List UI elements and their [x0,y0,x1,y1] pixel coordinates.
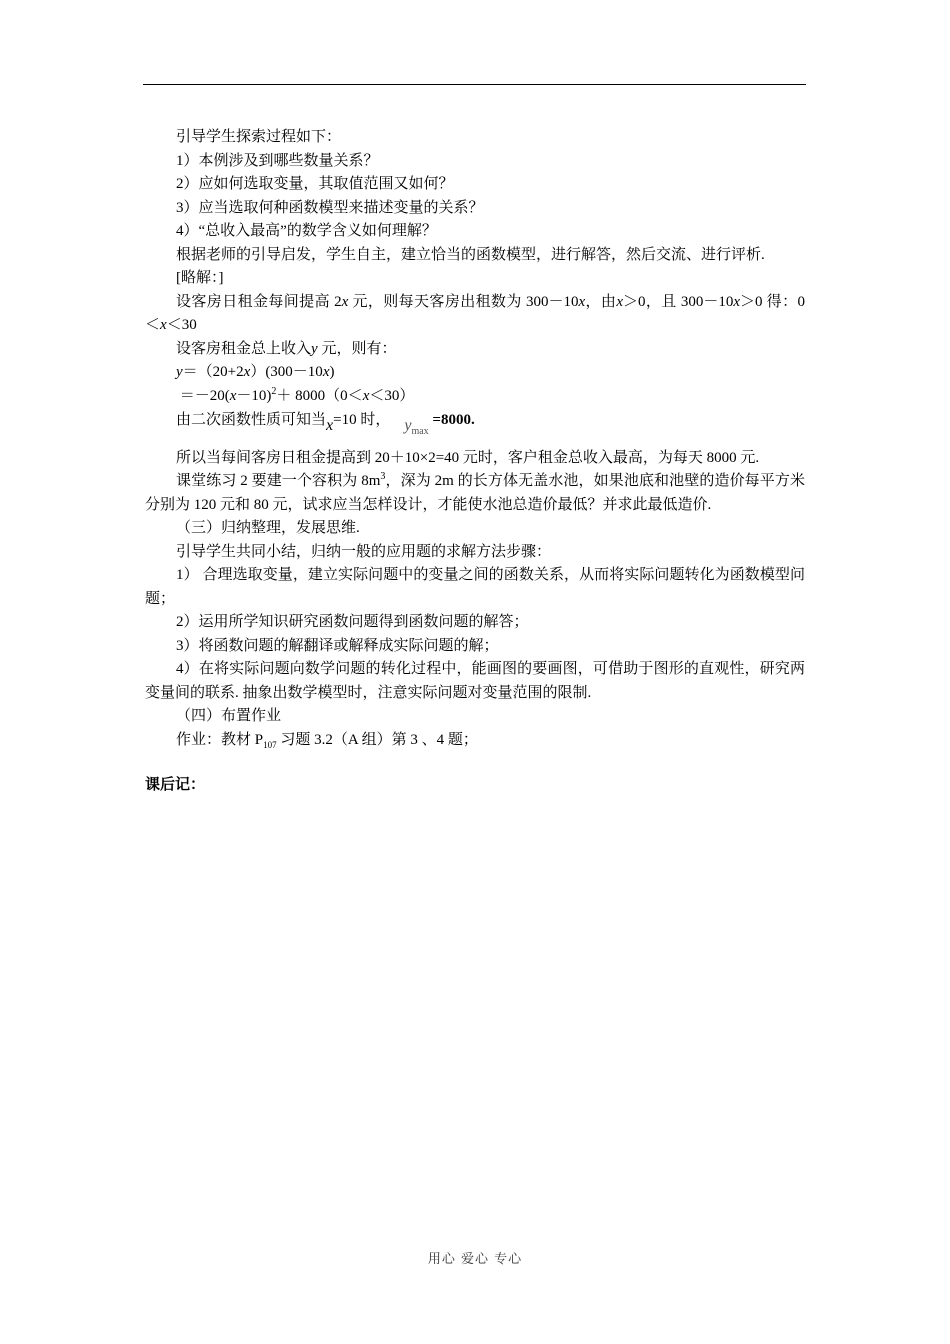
section-heading: （三）归纳整理，发展思维. [176,520,360,536]
after-class-notes-label: 课后记： [145,777,206,793]
document-body [145,126,805,798]
paragraph: 设客房日租金每间提高 2x 元，则每天客房出租数为 300－10x，由x＞0，且 300－10x＞0 得：0＜x＜30 [145,293,805,333]
list-item: 1） 合理选取变量，建立实际问题中的变量之间的函数关系，从而将实际问题转化为函数模型问题； [145,567,805,607]
exercise-paragraph: 课堂练习 2 要建一个容积为 $8m^3$，深为 2m 的长方体无盖水池，如果池底和池壁的造价每平方米分别为 120 元和 80 元，试求应当怎样设计，才能使水池总造价最低？并求此最低造价. [145,471,805,513]
list-item: 2）运用所学知识研究函数问题得到函数问题的解答； [176,614,529,630]
paragraph: 所以当每间客房日租金提高到 20＋10×2=40 元时，客户租金总收入最高，为每天 8000 元. [176,449,760,466]
y-max-symbol: $y_{max}$ [404,417,429,438]
header-rule [143,84,806,85]
paragraph: 引导学生共同小结，归纳一般的应用题的求解方法步骤： [176,543,552,560]
list-item: 4）在将实际问题向数学问题的转化过程中，能画图的要画图，可借助于图形的直观性，研究两变量间的联系. 抽象出数学模型时，注意实际问题对变量范围的限制. [145,661,805,701]
paragraph: [略解：] [176,270,224,286]
homework-line: 作业：教材 $P_{107}$ 习题 3.2（A 组）第 3 、4 题； [176,731,478,750]
section-heading: （四）布置作业 [176,708,282,724]
equation: y＝（20+2x）(300－10x) [176,364,335,380]
list-item: 1）本例涉及到哪些数量关系？ [176,152,379,169]
equation: $=-20(x-10)^2+ 8000(0<x<30)$ [179,385,415,404]
page-footer: 用心 爱心 专心 [427,1252,523,1267]
paragraph: 设客房租金总上收入y 元，则有： [176,340,397,357]
list-item: 3）将函数问题的解翻译或解释成实际问题的解； [176,637,499,654]
paragraph: 引导学生探索过程如下： [176,129,342,145]
list-item: 3）应当选取何种函数模型来描述变量的关系？ [176,199,484,216]
paragraph: 根据老师的引导启发，学生自主，建立恰当的函数模型，进行解答，然后交流、进行评析. [176,246,765,263]
list-item: 2）应如何选取变量，其取值范围又如何？ [176,176,454,192]
list-item: 4）“总收入最高”的数学含义如何理解？ [176,223,437,239]
paragraph: 由二次函数性质可知当x=10 时， $y_{max} =8000$. [176,412,475,438]
